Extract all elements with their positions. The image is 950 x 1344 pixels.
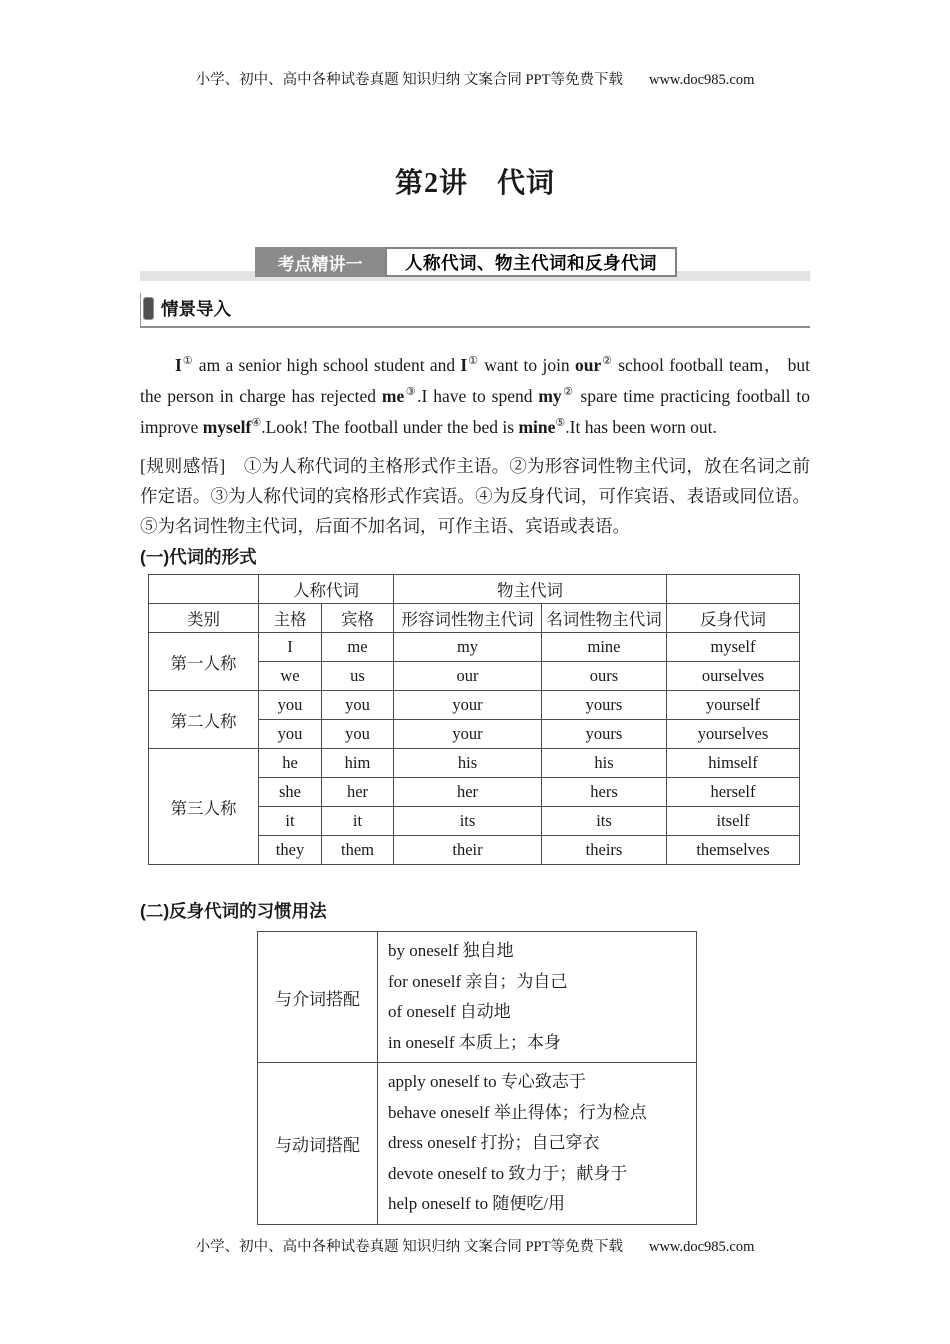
table-cell: his: [542, 749, 667, 778]
heading-reflexive-usage: (二)反身代词的习惯用法: [140, 901, 327, 921]
table-row: [258, 1063, 697, 1225]
page-title: 第2讲 代词: [394, 168, 555, 199]
table-cell: her: [322, 778, 394, 807]
table-cell: ours: [542, 662, 667, 691]
annotation-number: ①: [467, 355, 479, 368]
rule-label: [规则感悟]: [140, 456, 226, 476]
reflexive-usage-table: [257, 931, 697, 1225]
table-cell: she: [259, 778, 322, 807]
intro-text: .It has been worn out.: [565, 417, 717, 437]
rule-text: ①为人称代词的主格形式作主语。②为形容词性物主代词，放在名词之前作定语。③为人称代词的宾格形式作宾语。④为反身代词，可作宾语、表语或同位语。⑤为名词性物主代词，后面不加名词，可作主语、宾语或表语。: [140, 456, 811, 536]
topic-banner: [140, 247, 810, 281]
table-cell: your: [394, 691, 542, 720]
section-header-intro: [140, 293, 810, 328]
header-text: 小学、初中、高中各种试卷真题 知识归纳 文案合同 PPT等免费下载: [195, 72, 623, 88]
row-header: 与介词搭配: [258, 932, 378, 1063]
table-cell: myself: [667, 633, 800, 662]
rule-paragraph: [140, 451, 810, 541]
annotation-number: ⑤: [555, 417, 566, 430]
table-cell: mine: [542, 633, 667, 662]
table-cell: my: [394, 633, 542, 662]
table-cell: we: [259, 662, 322, 691]
table-cell: he: [259, 749, 322, 778]
pronoun-emphasis: I: [460, 355, 468, 375]
table-cell: herself: [667, 778, 800, 807]
intro-text: want to join: [478, 355, 575, 375]
banner-title: 人称代词、物主代词和反身代词: [385, 247, 677, 277]
table-cell: 第三人称: [149, 749, 259, 865]
table-cell: yourselves: [667, 720, 800, 749]
annotation-number: ④: [251, 417, 262, 430]
table-cell: 主格: [259, 604, 322, 633]
intro-text: am a senior high school student and: [193, 355, 461, 375]
table-cell: 第一人称: [149, 633, 259, 691]
table-cell: 物主代词: [394, 575, 667, 604]
intro-text: .I have to spend: [417, 386, 539, 406]
usage-item: dress oneself 打扮；自己穿衣: [388, 1133, 600, 1152]
usage-item: behave oneself 举止得体；行为检点: [388, 1102, 647, 1122]
table-cell: [378, 1063, 697, 1225]
table-row: [258, 932, 697, 1063]
table-cell: her: [394, 778, 542, 807]
table-row: [149, 749, 800, 778]
pronoun-emphasis: me: [381, 386, 405, 406]
table-cell: its: [394, 807, 542, 836]
intro-text: school football team， but the person in charge has rejected: [140, 355, 810, 406]
table-cell: yours: [542, 720, 667, 749]
table-cell: you: [322, 691, 394, 720]
usage-item: devote oneself to 致力于；献身于: [388, 1163, 628, 1183]
usage-item: of oneself 自动地: [388, 1002, 511, 1021]
pronoun-emphasis: myself: [202, 417, 252, 437]
table-row: [149, 691, 800, 720]
table-cell: you: [259, 691, 322, 720]
table-cell: him: [322, 749, 394, 778]
table-cell: 第二人称: [149, 691, 259, 749]
usage-item: apply oneself to 专心致志于: [388, 1072, 586, 1091]
table-cell: you: [322, 720, 394, 749]
table-cell: [149, 575, 259, 604]
table-cell: 反身代词: [667, 604, 800, 633]
table-cell: theirs: [542, 836, 667, 865]
banner-tab-label: 考点精讲一: [255, 247, 385, 277]
table-cell: hers: [542, 778, 667, 807]
row-header: 与动词搭配: [258, 1063, 378, 1225]
usage-item: for oneself 亲自；为自己: [388, 971, 568, 991]
pronoun-emphasis: my: [538, 386, 562, 406]
table-cell: their: [394, 836, 542, 865]
table-cell: it: [259, 807, 322, 836]
table-cell: [378, 932, 697, 1063]
table-cell: [667, 575, 800, 604]
annotation-number: ②: [601, 355, 613, 368]
table-cell: 名词性物主代词: [542, 604, 667, 633]
usage-item: by oneself 独自地: [388, 941, 514, 960]
table-cell: 宾格: [322, 604, 394, 633]
page-footer: [140, 1235, 810, 1256]
pronoun-emphasis: I: [175, 355, 182, 375]
annotation-number: ③: [404, 386, 418, 399]
page-header: [140, 68, 810, 89]
table-cell: its: [542, 807, 667, 836]
table-cell: 人称代词: [259, 575, 394, 604]
table-cell: me: [322, 633, 394, 662]
table-cell: 类别: [149, 604, 259, 633]
table-row: [149, 604, 800, 633]
banner-row: [255, 247, 677, 277]
intro-text: spare time practicing football to improve: [140, 386, 810, 437]
footer-url: www.doc985.com: [648, 1238, 755, 1255]
table-cell: it: [322, 807, 394, 836]
intro-text: .Look! The football under the bed is: [261, 417, 519, 437]
table-cell: 形容词性物主代词: [394, 604, 542, 633]
table-row: [149, 633, 800, 662]
usage-item: help oneself to 随便吃/用: [388, 1194, 566, 1213]
usage-item: in oneself 本质上；本身: [388, 1032, 561, 1052]
bookmark-icon: [143, 297, 154, 320]
pronoun-forms-table: [148, 574, 800, 865]
table-cell: themselves: [667, 836, 800, 865]
table-cell: they: [259, 836, 322, 865]
table-cell: itself: [667, 807, 800, 836]
table-cell: them: [322, 836, 394, 865]
pronoun-emphasis: mine: [518, 417, 556, 437]
table-cell: I: [259, 633, 322, 662]
pronoun-emphasis: our: [574, 355, 602, 375]
intro-paragraph: [140, 350, 810, 443]
table-cell: our: [394, 662, 542, 691]
table-cell: your: [394, 720, 542, 749]
header-url: www.doc985.com: [648, 72, 755, 88]
table-row: [149, 575, 800, 604]
section-label: 情景导入: [161, 299, 231, 319]
table-cell: you: [259, 720, 322, 749]
annotation-number: ②: [561, 386, 575, 399]
heading-pronoun-forms: (一)代词的形式: [140, 547, 257, 567]
table-cell: us: [322, 662, 394, 691]
table-cell: yourself: [667, 691, 800, 720]
footer-text: 小学、初中、高中各种试卷真题 知识归纳 文案合同 PPT等免费下载: [195, 1238, 623, 1255]
table-cell: his: [394, 749, 542, 778]
table-cell: ourselves: [667, 662, 800, 691]
table-cell: himself: [667, 749, 800, 778]
table-cell: yours: [542, 691, 667, 720]
annotation-number: ①: [181, 355, 194, 368]
